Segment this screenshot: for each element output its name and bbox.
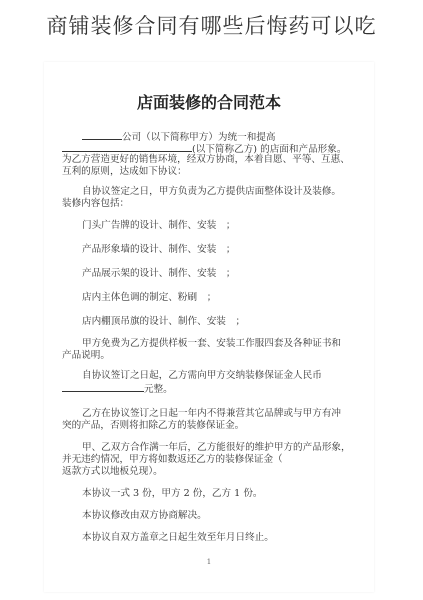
- doc-line-21: 本协议一式 3 份，甲方 2 份，乙方 1 份。: [82, 488, 263, 499]
- document-title: 店面装修的合同范本: [136, 93, 281, 112]
- page-title: 商铺装修合同有哪些后悔药可以吃: [46, 14, 377, 38]
- doc-line-13: 产品说明。: [62, 350, 110, 361]
- page-header: [0, 0, 423, 50]
- doc-line-3: 为乙方营造更好的销售环境，经双方协商，本着自愿、平等、互惠、: [62, 154, 350, 165]
- contract-document-image: [44, 62, 374, 592]
- blank-underline: [62, 142, 192, 152]
- doc-line-4: 互利的原则，达成如下协议：: [62, 166, 187, 177]
- blank-underline: [82, 130, 122, 140]
- doc-line-10: 店内主体色调的制定、粉刷 ；: [82, 292, 217, 303]
- doc-line-11: 店内棚顶吊旗的设计、制作、安装 ；: [82, 316, 246, 327]
- doc-line-14: 自协议签订之日起，乙方需向甲方交纳装修保证金人民币: [82, 370, 322, 381]
- doc-line-1: 公司（以下简称甲方）为统一和提高: [82, 130, 276, 144]
- doc-line-5: 自协议签定之日，甲方负责为乙方提供店面整体设计及装修。: [82, 186, 342, 197]
- page-number: 1: [206, 558, 212, 566]
- doc-line-19: 并无违约情况，甲方将如数返还乙方的装修保证金（: [62, 454, 283, 465]
- doc-line-16: 乙方在协议签订之日起一年内不得兼营其它品牌或与甲方有冲: [82, 408, 342, 419]
- doc-line-12: 甲方免费为乙方提供样板一套、安装工作服四套及各种证书和: [82, 338, 342, 349]
- doc-line-8: 产品形象墙的设计、制作、安装 ；: [82, 244, 236, 255]
- doc-line-22: 本协议修改由双方协商解决。: [82, 510, 207, 521]
- blank-underline: [62, 382, 144, 392]
- doc-line-2: (以下简称乙方) 的店面和产品形象。: [62, 142, 346, 156]
- doc-line-18: 甲、乙双方合作满一年后，乙方能很好的维护甲方的产品形象，: [82, 442, 351, 453]
- doc-line-6: 装修内容包括：: [62, 198, 130, 209]
- doc-line-17: 突的产品，否则将扣除乙方的装修保证金。: [62, 420, 245, 431]
- doc-line-15: 元整。: [62, 382, 173, 396]
- doc-line-9: 产品展示架的设计、制作、安装 ；: [82, 268, 236, 279]
- doc-line-20: 返款方式以地板兑现）。: [62, 466, 163, 477]
- doc-line-7: 门头广告牌的设计、制作、安装 ；: [82, 220, 236, 231]
- doc-line-23: 本协议自双方盖章之日起生效至年月日终止。: [82, 532, 274, 543]
